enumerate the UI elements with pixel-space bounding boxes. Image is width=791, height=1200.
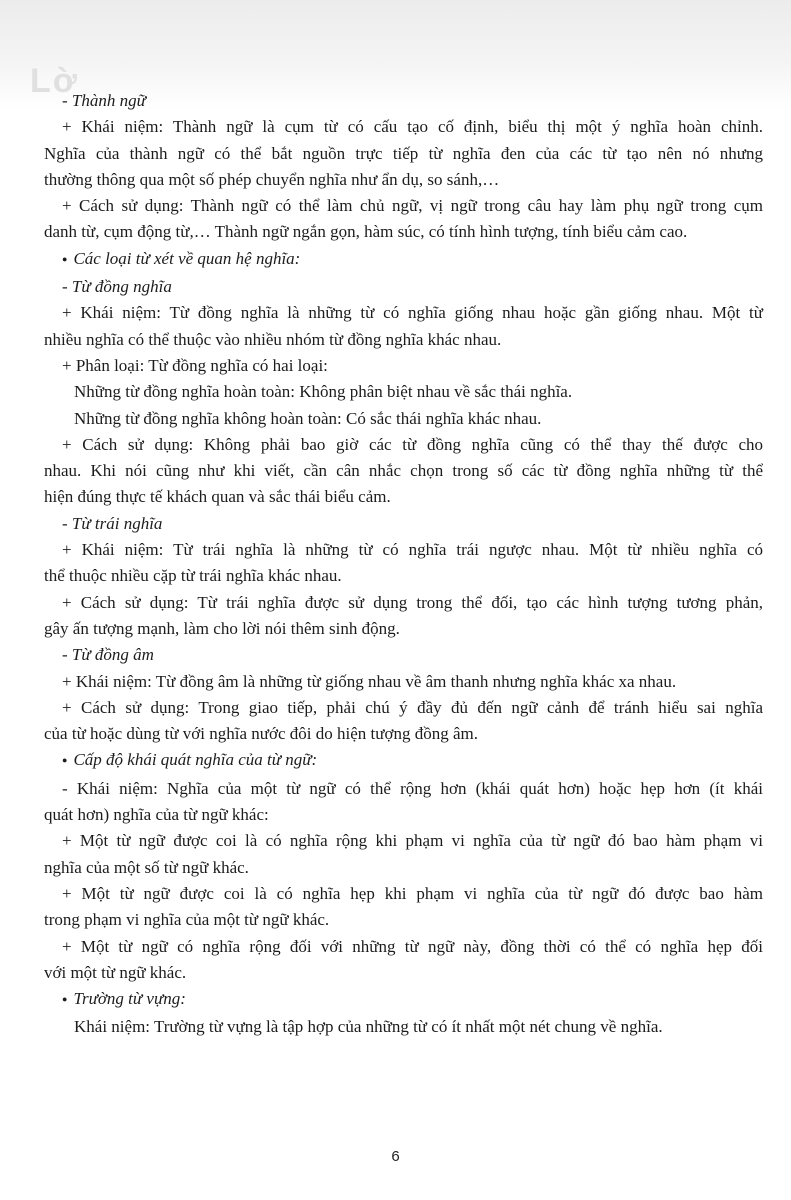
text-line: của từ hoặc dùng từ với nghĩa nước đôi do hiện tượng đồng âm. xyxy=(44,724,478,744)
text-line: ● Trường từ vựng: xyxy=(44,986,763,1014)
text-line: quát hơn) nghĩa của từ ngữ khác: xyxy=(44,805,269,825)
text-line: nhau. Khi nói cũng như khi viết, cần cân nhắc chọn trong số các từ đồng nghĩa những từ thể xyxy=(44,461,763,481)
text-line: nhiều nghĩa có thể thuộc vào nhiều nhóm từ đồng nghĩa khác nhau. xyxy=(44,329,502,349)
text-line: - Thành ngữ xyxy=(62,91,146,110)
text-line: - Từ đồng âm xyxy=(62,645,154,665)
text-line: gây ấn tượng mạnh, làm cho lời nói thêm sinh động. xyxy=(44,618,400,638)
text-line: ● Các loại từ xét về quan hệ nghĩa: xyxy=(44,246,763,274)
text-line: + Cách sử dụng: Không phải bao giờ các từ đồng nghĩa cũng có thể thay thế được cho xyxy=(62,434,763,454)
text-line: - Từ trái nghĩa xyxy=(62,513,163,533)
text-line: Khái niệm: Trường từ vựng là tập hợp của những từ có ít nhất một nét chung về nghĩa. xyxy=(74,1017,663,1037)
text-line: + Phân loại: Từ đồng nghĩa có hai loại: xyxy=(62,355,328,375)
faded-header-fragment: Lờ xyxy=(30,62,79,100)
text-line: Những từ đồng nghĩa không hoàn toàn: Có sắc thái nghĩa khác nhau. xyxy=(74,408,542,428)
page-number: 6 xyxy=(391,1148,400,1165)
text-line: Những từ đồng nghĩa hoàn toàn: Không phân biệt nhau về sắc thái nghĩa. xyxy=(74,382,573,402)
text-line: + Một từ ngữ được coi là có nghĩa hẹp khi phạm vi nghĩa của từ ngữ đó được bao hàm xyxy=(62,883,763,903)
text-line: + Khái niệm: Từ trái nghĩa là những từ có nghĩa trái ngược nhau. Một từ nhiều nghĩa có xyxy=(62,540,763,560)
page-body xyxy=(44,88,763,1041)
text-line: ● Cấp độ khái quát nghĩa của từ ngữ: xyxy=(44,747,763,775)
text-line: thường thông qua một số phép chuyển nghĩa như ẩn dụ, so sánh,… xyxy=(44,169,500,189)
text-line: + Khái niệm: Thành ngữ là cụm từ có cấu tạo cố định, biểu thị một ý nghĩa hoàn chỉnh. xyxy=(62,117,763,137)
text-line: + Cách sử dụng: Từ trái nghĩa được sử dụng trong thể đối, tạo các hình tượng tương phản, xyxy=(62,592,763,612)
text-line: - Từ đồng nghĩa xyxy=(62,277,172,297)
text-line: + Một từ ngữ được coi là có nghĩa rộng khi phạm vi nghĩa của từ ngữ đó bao hàm phạm vi xyxy=(62,831,763,851)
text-line: Nghĩa của thành ngữ có thể bắt nguồn trực tiếp từ nghĩa đen của các từ tạo nên nó nhưng xyxy=(44,143,763,163)
text-line: + Cách sử dụng: Thành ngữ có thể làm chủ ngữ, vị ngữ trong câu hay làm phụ ngữ trong cụm xyxy=(62,196,763,216)
text-line: + Khái niệm: Từ đồng âm là những từ giống nhau về âm thanh nhưng nghĩa khác xa nhau. xyxy=(62,671,677,691)
text-line: nghĩa của một số từ ngữ khác. xyxy=(44,857,249,877)
text-line: + Cách sử dụng: Trong giao tiếp, phải chú ý đầy đủ đến ngữ cảnh để tránh hiểu sai nghĩa xyxy=(62,697,763,717)
text-line: hiện đúng thực tế khách quan và sắc thái biểu cảm. xyxy=(44,487,391,507)
text-line: với một từ ngữ khác. xyxy=(44,962,187,982)
text-line: trong phạm vi nghĩa của một từ ngữ khác. xyxy=(44,910,330,930)
text-line: - Khái niệm: Nghĩa của một từ ngữ có thể rộng hơn (khái quát hơn) hoặc hẹp hơn (ít khái xyxy=(62,778,763,798)
text-line: + Khái niệm: Từ đồng nghĩa là những từ có nghĩa giống nhau hoặc gần giống nhau. Một từ xyxy=(62,303,763,323)
text-line: danh từ, cụm động từ,… Thành ngữ ngắn gọn, hàm súc, có tính hình tượng, tính biểu cảm cao. xyxy=(44,222,688,242)
text-line: + Một từ ngữ có nghĩa rộng đối với những từ ngữ này, đồng thời có thể có nghĩa hẹp đối xyxy=(62,936,763,956)
text-line: thể thuộc nhiều cặp từ trái nghĩa khác nhau. xyxy=(44,566,342,586)
